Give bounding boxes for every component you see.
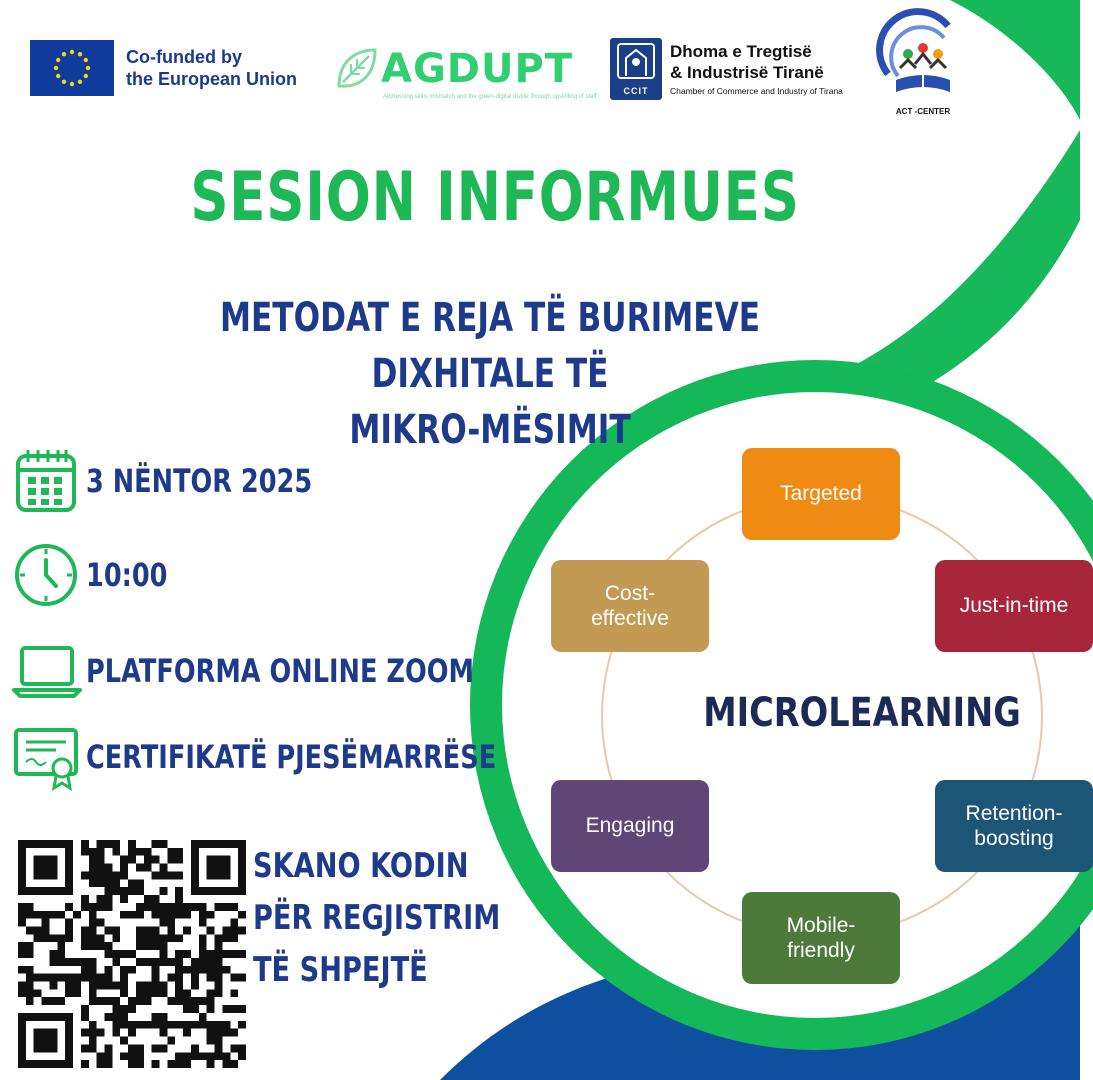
event-certificate: CERTIFIKATË PJESËMARRËSE bbox=[86, 738, 497, 776]
ml-item-label: Engaging bbox=[585, 814, 675, 838]
event-time: 10:00 bbox=[86, 556, 168, 594]
scan-line2: PËR REGJISTRIM bbox=[253, 898, 501, 938]
scan-line1: SKANO KODIN bbox=[253, 846, 469, 886]
leaf-icon bbox=[335, 46, 379, 92]
ml-item-label: Targeted bbox=[780, 482, 862, 506]
subtitle bbox=[155, 290, 826, 458]
time-row bbox=[10, 540, 188, 610]
page-title: SESION INFORMUES bbox=[190, 158, 800, 237]
date-row bbox=[10, 446, 369, 516]
agdupt-tagline: Addressing skills mismatch and the green-digital divide through upskilling of staff bbox=[383, 94, 597, 100]
ccit-name-line1: Dhoma e Tregtisë bbox=[670, 42, 812, 62]
ml-item-just-in-time bbox=[935, 560, 1093, 652]
eu-text-line1: Co-funded by bbox=[126, 46, 242, 67]
clock-icon bbox=[10, 540, 82, 610]
ml-item-targeted bbox=[742, 448, 900, 540]
registration-qr-code[interactable] bbox=[18, 840, 246, 1068]
ml-item-engaging bbox=[551, 780, 709, 872]
scan-instructions bbox=[253, 840, 500, 996]
ccit-mark-label: CCIT bbox=[623, 86, 649, 96]
subtitle-line2: MIKRO-MËSIMIT bbox=[349, 407, 631, 453]
agdupt-name: AGDUPT bbox=[381, 46, 574, 92]
eu-logo bbox=[30, 40, 297, 96]
ml-item-label: Retention- boosting bbox=[965, 801, 1063, 850]
ml-item-label: Mobile- friendly bbox=[786, 913, 856, 962]
eu-text-line2: the European Union bbox=[126, 69, 297, 89]
subtitle-line1: METODAT E REJA TË BURIMEVE DIXHITALE TË bbox=[219, 295, 761, 397]
microlearning-center-label: MICROLEARNING bbox=[703, 690, 1021, 736]
event-date: 3 NËNTOR 2025 bbox=[86, 462, 313, 500]
certificate-row bbox=[10, 722, 599, 792]
ccit-logo bbox=[610, 38, 843, 100]
ccit-name-english: Chamber of Commerce and Industry of Tirana bbox=[670, 85, 843, 96]
act-emblem-icon bbox=[878, 14, 968, 106]
ml-item-mobile-friendly bbox=[742, 892, 900, 984]
ccit-name-line2: & Industrisë Tiranë bbox=[670, 62, 824, 82]
ml-item-retention-boosting bbox=[935, 780, 1093, 872]
eu-flag-icon bbox=[30, 40, 114, 96]
calendar-icon bbox=[10, 446, 82, 516]
ml-item-cost-effective bbox=[551, 560, 709, 652]
act-center-label: ACT -CENTER bbox=[895, 107, 951, 116]
ml-item-label: Just-in-time bbox=[959, 594, 1069, 618]
agdupt-logo bbox=[335, 44, 597, 104]
act-center-logo bbox=[878, 14, 968, 120]
platform-row bbox=[10, 636, 571, 706]
scan-line3: TË SHPEJTË bbox=[253, 950, 428, 990]
laptop-icon bbox=[10, 636, 82, 706]
ml-item-label: Cost- effective bbox=[591, 581, 669, 630]
certificate-icon bbox=[10, 722, 82, 792]
event-platform: PLATFORMA ONLINE ZOOM bbox=[86, 652, 474, 690]
ccit-emblem-icon bbox=[610, 38, 662, 100]
